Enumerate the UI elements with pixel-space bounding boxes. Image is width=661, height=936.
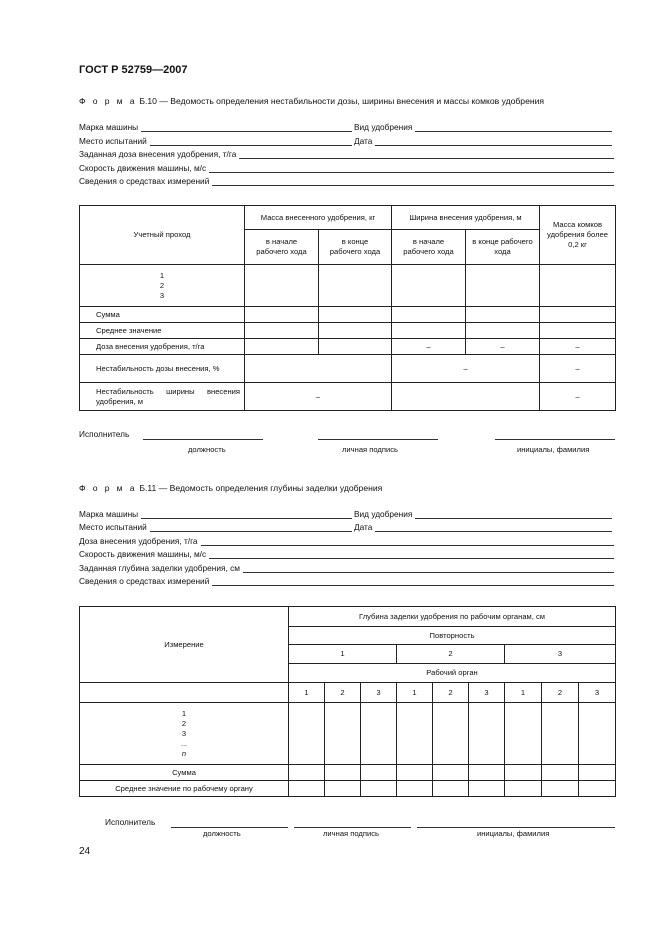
measure-number: 3 — [181, 728, 187, 738]
field-fert-type-10: Вид удобрения — [354, 120, 612, 132]
header-width: Ширина внесения удобрения, м — [392, 206, 540, 230]
organ-number: 1 — [397, 683, 433, 703]
dash-cell: – — [392, 355, 540, 383]
measures-cell — [80, 703, 289, 765]
caption-name-11: инициалы, фамилия — [477, 829, 550, 838]
name-line-10 — [495, 439, 615, 440]
subheader-start: в начале рабочего хода — [245, 230, 319, 265]
header-measure: Измерение — [80, 607, 289, 683]
caption-signature-11: личная подпись — [323, 829, 379, 838]
measure-number: 2 — [181, 718, 187, 728]
organ-number: 3 — [361, 683, 397, 703]
organ-number: 1 — [289, 683, 325, 703]
page-number: 24 — [79, 846, 91, 857]
subheader-end: в конце рабочего хода — [466, 230, 540, 265]
form-10-table — [79, 205, 616, 411]
measure-number: ... — [180, 738, 188, 748]
organ-number: 1 — [505, 683, 542, 703]
header-mass: Масса внесенного удобрения, кг — [245, 206, 392, 230]
signature-line-10 — [318, 439, 438, 440]
field-place-10: Место испытаний — [79, 134, 352, 146]
row-mean: Среднее значение — [80, 323, 245, 339]
row-sum-11: Сумма — [80, 765, 289, 781]
organ-number: 3 — [469, 683, 505, 703]
field-machine-10: Марка машины — [79, 120, 352, 132]
field-fert-type-11: Вид удобрения — [354, 507, 612, 519]
dash-cell: – — [540, 383, 616, 411]
field-speed-11: Скорость движения машины, м/с — [79, 547, 614, 559]
row-sum: Сумма — [80, 307, 245, 323]
pass-number: 1 — [159, 270, 165, 280]
organ-number: 2 — [542, 683, 579, 703]
executor-label-11: Исполнитель — [105, 817, 156, 827]
dash-cell: – — [540, 355, 616, 383]
field-speed-10: Скорость движения машины, м/с — [79, 161, 614, 173]
field-instruments-11: Сведения о средствах измерений — [79, 574, 614, 586]
repeat-number: 1 — [289, 645, 397, 664]
row-dose: Доза внесения удобрения, т/га — [80, 339, 245, 355]
row-width-instability: Нестабильность ширины внесения удобрения, м — [80, 383, 245, 411]
organ-number: 2 — [325, 683, 361, 703]
dash-cell: – — [245, 383, 392, 411]
dash-cell: – — [392, 339, 466, 355]
repeat-number: 3 — [505, 645, 616, 664]
dash-cell: – — [540, 339, 616, 355]
executor-label-10: Исполнитель — [79, 429, 130, 439]
field-date-10: Дата — [354, 134, 612, 146]
caption-position-11: должность — [203, 829, 241, 838]
field-depth-11: Заданная глубина заделки удобрения, см — [79, 561, 614, 573]
header-repeat: Повторность — [289, 627, 616, 645]
caption-signature-10: личная подпись — [342, 445, 398, 454]
subheader-start: в начале рабочего хода — [392, 230, 466, 265]
pass-number: 3 — [159, 290, 165, 300]
measure-number: n — [181, 748, 187, 758]
header-depth: Глубина заделки удобрения по рабочим органам, см — [289, 607, 616, 627]
passes-cell — [80, 265, 245, 307]
form-11-title: Ф о р м а Б.11 — Ведомость определения глубины заделки удобрения — [79, 483, 383, 493]
position-line-11 — [171, 827, 288, 828]
organ-number: 2 — [433, 683, 469, 703]
field-instruments-10: Сведения о средствах измерений — [79, 174, 614, 186]
dash-cell: – — [466, 339, 540, 355]
measure-number: 1 — [181, 708, 187, 718]
standard-header: ГОСТ Р 52759—2007 — [79, 64, 188, 76]
repeat-number: 2 — [397, 645, 505, 664]
organ-number: 3 — [579, 683, 616, 703]
position-line-10 — [143, 439, 263, 440]
row-mean-organ: Среднее значение по рабочему органу — [80, 781, 289, 797]
field-machine-11: Марка машины — [79, 507, 352, 519]
row-dose-instability: Нестабильность дозы внесения, % — [80, 355, 245, 383]
pass-number: 2 — [159, 280, 165, 290]
form-11-table — [79, 606, 616, 797]
signature-line-11 — [294, 827, 411, 828]
field-place-11: Место испытаний — [79, 520, 352, 532]
header-lumps: Масса комков удобрения более 0,2 кг — [540, 206, 616, 265]
field-date-11: Дата — [354, 520, 612, 532]
field-dose-10: Заданная доза внесения удобрения, т/га — [79, 147, 614, 159]
header-organ: Рабочий орган — [289, 664, 616, 683]
caption-position-10: должность — [188, 445, 226, 454]
caption-name-10: инициалы, фамилия — [517, 445, 590, 454]
subheader-end: в конце рабочего хода — [319, 230, 392, 265]
header-pass: Учетный проход — [80, 206, 245, 265]
field-dose-11: Доза внесения удобрения, т/га — [79, 534, 614, 546]
name-line-11 — [417, 827, 615, 828]
form-10-title: Ф о р м а Б.10 — Ведомость определения нестабильности дозы, ширины внесения и массы комков удобрения — [79, 96, 545, 106]
